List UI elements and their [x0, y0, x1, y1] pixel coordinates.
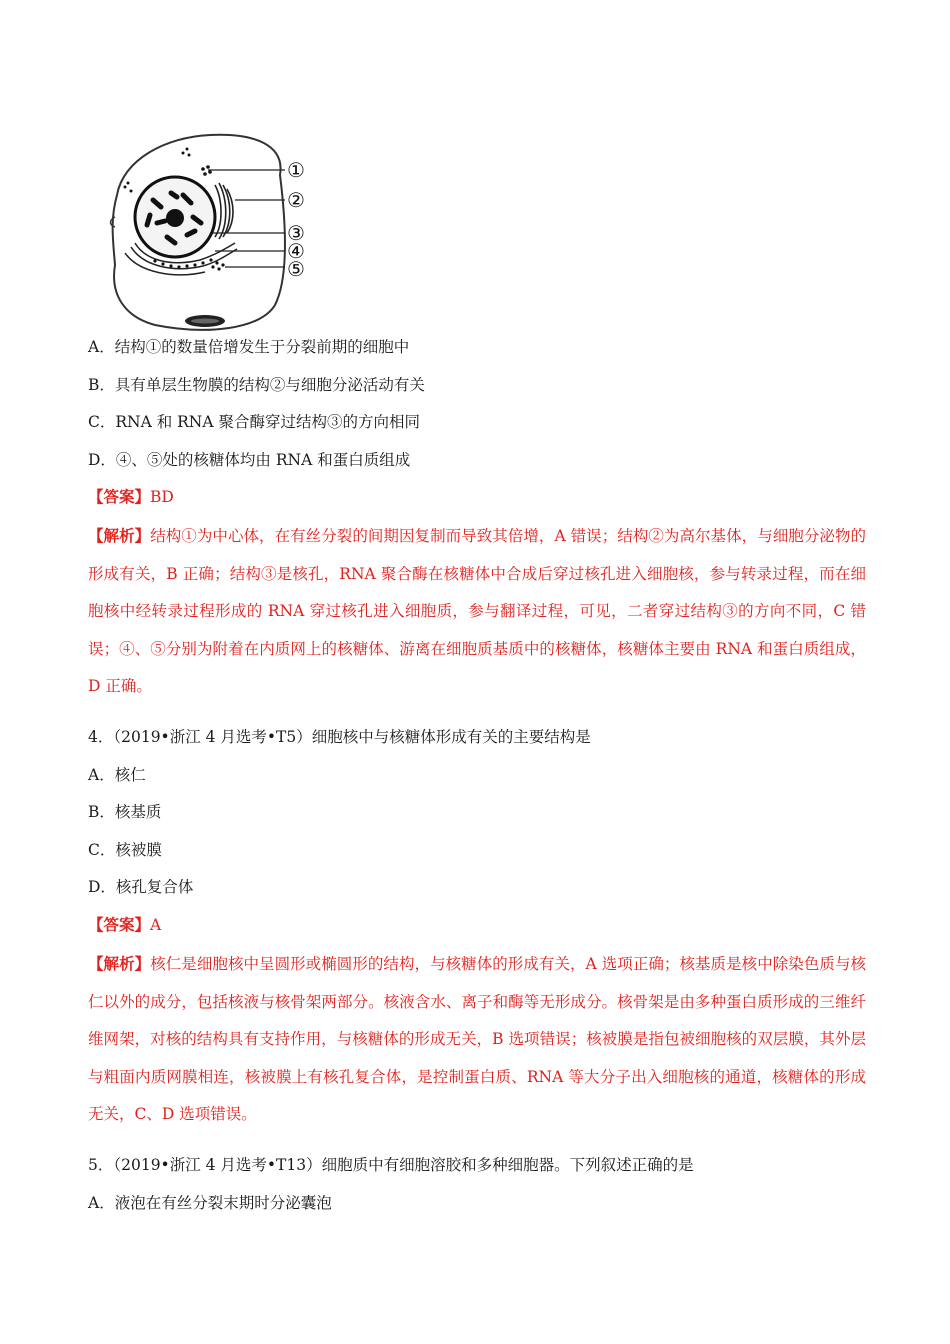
q4-answer [88, 915, 161, 935]
q4-option-a: A．核仁 [88, 766, 146, 784]
q3-option-b: B．具有单层生物膜的结构②与细胞分泌活动有关 [88, 376, 425, 394]
analysis-tag: 【解析】 [88, 954, 151, 973]
answer-value: BD [150, 488, 174, 506]
q4-stem: 4．（2019•浙江 4 月选考•T5）细胞核中与核糖体形成有关的主要结构是 [88, 728, 591, 746]
q4-option-b: B．核基质 [88, 803, 162, 821]
q3-analysis [88, 517, 866, 706]
q5-option-a: A．液泡在有丝分裂末期时分泌囊泡 [88, 1194, 332, 1212]
answer-value: A [150, 916, 162, 934]
q4-option-c: C．核被膜 [88, 841, 162, 859]
q4-option-d: D．核孔复合体 [88, 878, 194, 896]
q3-option-c: C．RNA 和 RNA 聚合酶穿过结构③的方向相同 [88, 413, 420, 431]
q3-option-d: D．④、⑤处的核糖体均由 RNA 和蛋白质组成 [88, 451, 411, 469]
q5-stem: 5．（2019•浙江 4 月选考•T13）细胞质中有细胞溶胶和多种细胞器。下列叙述正确的是 [88, 1156, 694, 1174]
label-5: ⑤ [287, 257, 305, 281]
label-3: ③ [287, 221, 305, 245]
answer-tag: 【答案】 [88, 915, 151, 934]
analysis-text: 结构①为中心体，在有丝分裂的间期因复制而导致其倍增，A 错误；结构②为高尔基体，与细胞分泌物的形成有关，B 正确；结构③是核孔，RNA 聚合酶在核糖体中合成后穿过核孔进入细胞核，参与转录过程，而在细胞核中经转录过程形成的 RNA 穿过核孔进入细胞质，参与翻译过程，可见，二者穿过结构③的方向不同，C 错误；④、⑤分别为附着在内质网上的核糖体、游离在细胞质基质中的核糖体，核糖体主要由 RNA 和蛋白质组成，D 正确。 [88, 527, 866, 695]
analysis-tag: 【解析】 [88, 526, 151, 545]
nucleolus [166, 209, 184, 227]
q4-analysis [88, 945, 866, 1134]
label-2: ② [287, 188, 305, 212]
q3-answer [88, 487, 174, 507]
cell-diagram [95, 125, 335, 340]
analysis-text: 核仁是细胞核中呈圆形或椭圆形的结构，与核糖体的形成有关，A 选项正确；核基质是核中除染色质与核仁以外的成分，包括核液与核骨架两部分。核液含水、离子和酶等无形成分。核骨架是由多种蛋白质形成的三维纤维网架，对核的结构具有支持作用，与核糖体的形成无关，B 选项错误；核被膜是指包被细胞核的双层膜，其外层与粗面内质网膜相连，核被膜上有核孔复合体，是控制蛋白质、RNA 等大分子出入细胞核的通道，核糖体的形成无关，C、D 选项错误。 [88, 955, 866, 1123]
answer-tag: 【答案】 [88, 487, 151, 506]
golgi-apparatus [215, 183, 233, 239]
q3-option-a: A．结构①的数量倍增发生于分裂前期的细胞中 [88, 338, 410, 356]
label-4: ④ [287, 239, 305, 263]
label-1: ① [287, 158, 305, 182]
